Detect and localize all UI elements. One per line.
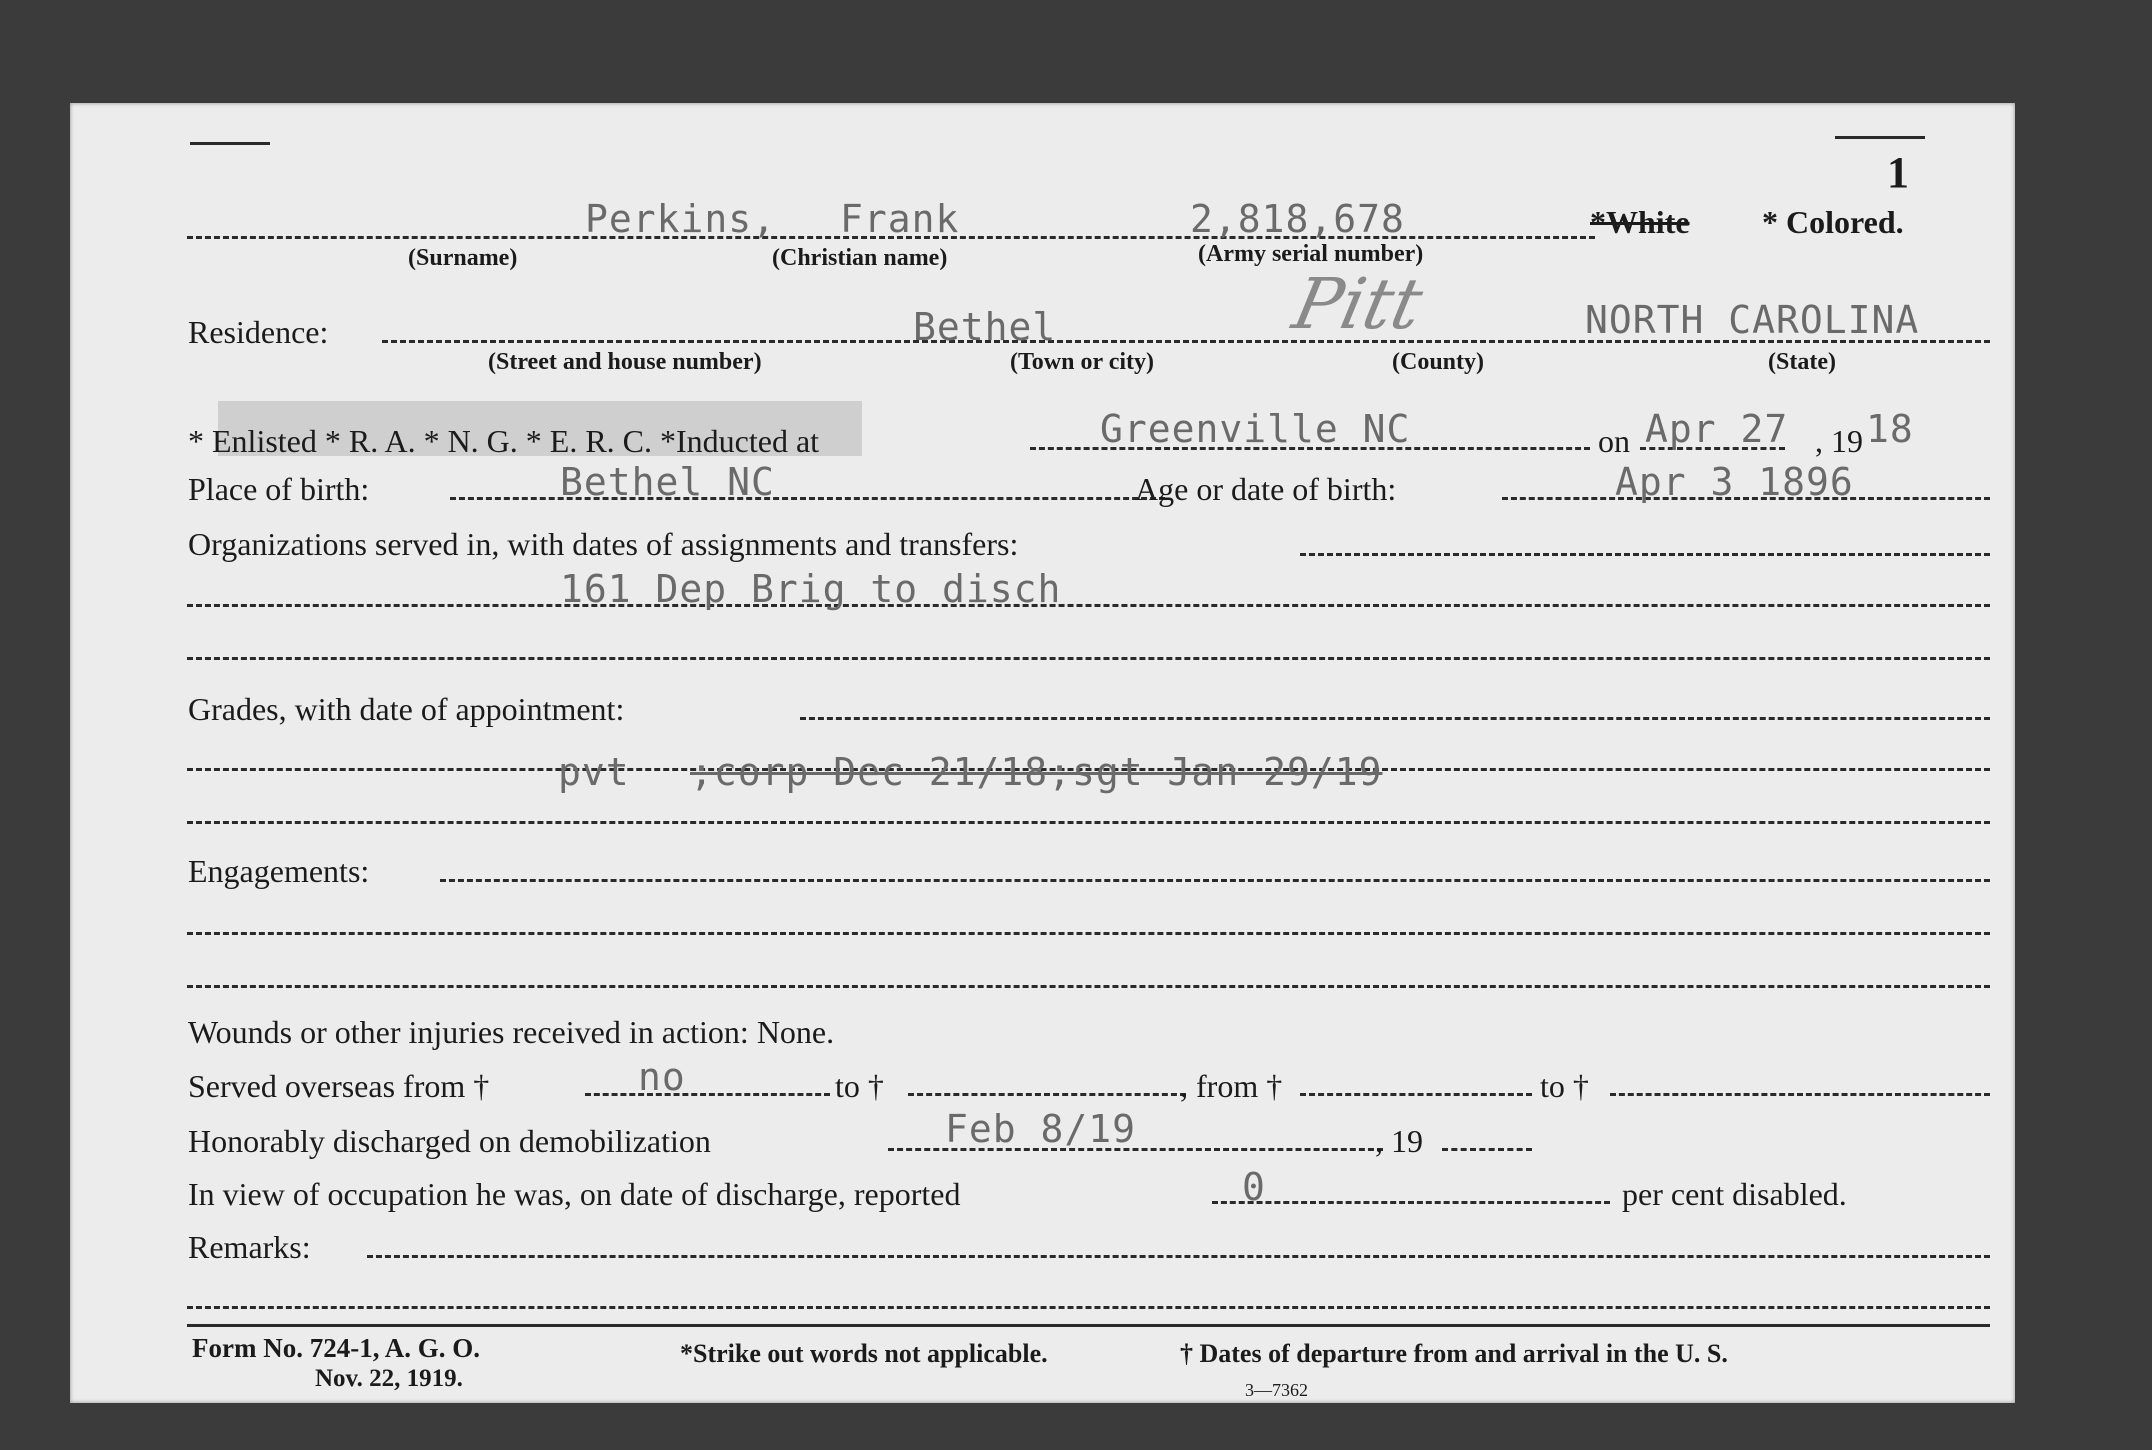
induction-year-prefix: , 19	[1815, 423, 1863, 459]
serial-number-value: 2,818,678	[1190, 197, 1405, 241]
grades-entry-pvt: pvt	[558, 750, 630, 794]
induction-on-label: on	[1598, 423, 1630, 459]
serial-number-caption: (Army serial number)	[1198, 241, 1424, 267]
surname-caption: (Surname)	[408, 245, 518, 271]
county-caption: (County)	[1392, 349, 1485, 375]
remarks-line-1	[367, 1255, 1990, 1258]
residence-label: Residence:	[188, 314, 329, 350]
footer-rule	[187, 1324, 1990, 1327]
footnote-strike: *Strike out words not applicable.	[680, 1339, 1048, 1368]
induction-year-suffix: 18	[1866, 407, 1914, 451]
top-right-rule	[1835, 136, 1925, 139]
birthdate-value: Apr 3 1896	[1615, 460, 1854, 504]
discharge-label: Honorably discharged on demobilization	[188, 1123, 711, 1159]
discharge-year-line	[1442, 1148, 1532, 1151]
overseas-from-label-2: , from †	[1180, 1068, 1283, 1104]
residence-county-handwritten: Pitt	[1286, 263, 1430, 345]
birthplace-value: Bethel NC	[560, 460, 775, 504]
overseas-label: Served overseas from †	[188, 1068, 490, 1104]
overseas-from-value: no	[638, 1055, 686, 1099]
overseas-to-label-2: to †	[1540, 1068, 1589, 1104]
birthdate-label: Age or date of birth:	[1135, 471, 1397, 507]
disability-line	[1212, 1201, 1610, 1204]
organizations-line-3	[187, 657, 1990, 660]
overseas-to-line-1	[908, 1093, 1186, 1096]
discharge-year-prefix: , 19	[1375, 1123, 1423, 1159]
remarks-line-2	[187, 1306, 1990, 1309]
engagements-line-2	[187, 932, 1990, 935]
grades-line-1	[800, 717, 1990, 720]
top-left-rule	[190, 142, 270, 145]
overseas-to-line-2	[1610, 1093, 1990, 1096]
engagements-line-1	[440, 879, 1990, 882]
race-colored: * Colored.	[1762, 204, 1904, 240]
race-white: *White	[1590, 204, 1690, 240]
surname-value: Perkins,	[585, 197, 777, 241]
form-number: Form No. 724-1, A. G. O.	[192, 1333, 480, 1363]
grades-label: Grades, with date of appointment:	[188, 691, 625, 727]
organizations-line-1	[1300, 553, 1990, 556]
engagements-label: Engagements:	[188, 853, 370, 889]
organizations-label: Organizations served in, with dates of assignments and transfers:	[188, 526, 1019, 562]
disability-suffix: per cent disabled.	[1622, 1176, 1847, 1212]
christian-name-value: Frank	[840, 197, 960, 241]
service-record-card	[70, 103, 2015, 1403]
induction-date-value: Apr 27	[1645, 407, 1789, 451]
organizations-line-2	[187, 604, 1990, 607]
footnote-dates: † Dates of departure from and arrival in the U. S.	[1180, 1339, 1728, 1368]
residence-town-value: Bethel	[913, 305, 1057, 349]
engagements-line-3	[187, 985, 1990, 988]
grades-line-3	[187, 821, 1990, 824]
street-caption: (Street and house number)	[488, 349, 762, 375]
wounds-label: Wounds or other injuries received in action: None.	[188, 1014, 835, 1050]
page-number: 1	[1887, 148, 1909, 197]
print-code: 3—7362	[1245, 1380, 1308, 1400]
disability-value: 0	[1242, 1165, 1266, 1209]
organizations-entry: 161 Dep Brig to disch	[560, 567, 1062, 611]
discharge-date-value: Feb 8/19	[945, 1107, 1137, 1151]
christian-name-caption: (Christian name)	[772, 245, 948, 271]
residence-state-value: NORTH CAROLINA	[1585, 298, 1920, 342]
state-caption: (State)	[1768, 349, 1836, 375]
grades-entry-struck: ;corp Dec 21/18;sgt Jan 29/19	[690, 750, 1383, 794]
enlistment-label: * Enlisted * R. A. * N. G. * E. R. C. *Inducted at	[188, 423, 820, 459]
overseas-from-line-2	[1300, 1093, 1532, 1096]
overseas-from-line	[585, 1093, 830, 1096]
overseas-to-label-1: to †	[835, 1068, 884, 1104]
birthplace-line	[450, 497, 1165, 500]
form-date: Nov. 22, 1919.	[315, 1365, 463, 1392]
induction-place-value: Greenville NC	[1100, 407, 1411, 451]
remarks-label: Remarks:	[188, 1229, 311, 1265]
town-caption: (Town or city)	[1010, 349, 1154, 375]
birthplace-label: Place of birth:	[188, 471, 370, 507]
disability-label: In view of occupation he was, on date of discharge, reported	[188, 1176, 961, 1212]
